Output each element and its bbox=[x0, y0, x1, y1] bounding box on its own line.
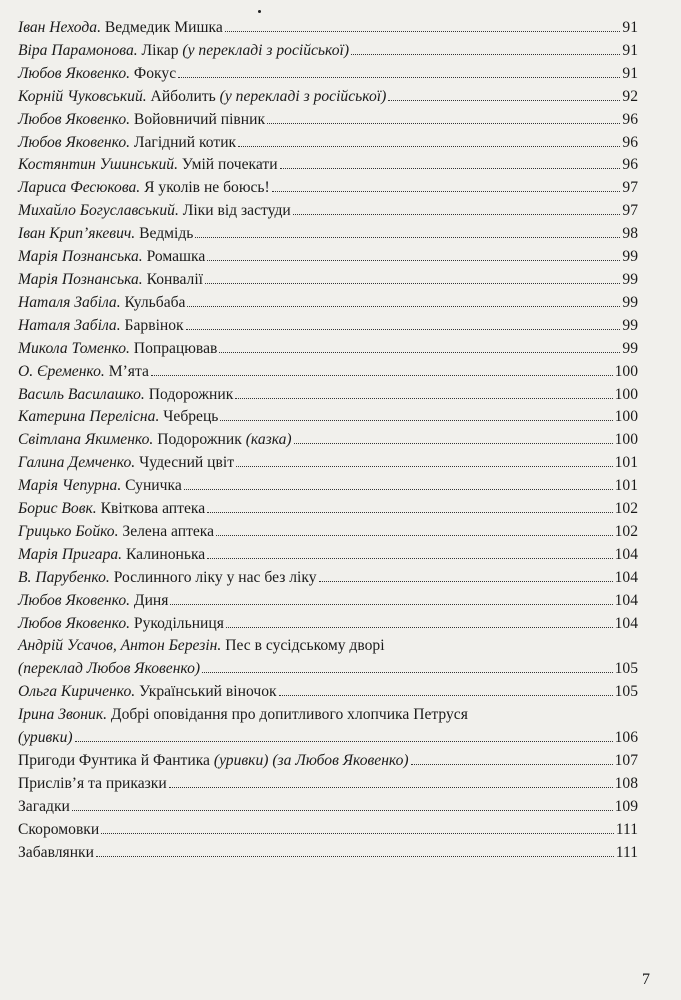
toc-leader-dots bbox=[72, 810, 613, 811]
toc-entry bbox=[18, 63, 638, 86]
toc-author: Іван Крип’якевич. bbox=[18, 225, 136, 243]
toc-title: Пригоди Фунтика й Фантика bbox=[18, 752, 214, 769]
toc-leader-dots bbox=[280, 168, 621, 169]
toc-leader-dots bbox=[238, 146, 620, 147]
toc-title: Фокус bbox=[130, 64, 177, 82]
toc-entry-text bbox=[18, 384, 233, 407]
toc-note: (казка) bbox=[245, 431, 292, 449]
toc-author: Марія Пригара. bbox=[18, 545, 123, 563]
toc-entry-text bbox=[18, 452, 234, 475]
toc-entry bbox=[18, 406, 638, 429]
toc-title: Прислів’я та приказки bbox=[18, 774, 167, 792]
toc-entry-continuation bbox=[18, 658, 638, 681]
toc-entry bbox=[18, 338, 638, 361]
toc-page: 111 bbox=[615, 820, 638, 838]
toc-author: О. Єременко. bbox=[18, 362, 105, 380]
toc-entry bbox=[18, 452, 638, 475]
toc-page: 92 bbox=[622, 87, 638, 105]
toc-entry-text bbox=[18, 750, 409, 773]
toc-title: Чудесний цвіт bbox=[135, 454, 235, 472]
toc-leader-dots bbox=[236, 466, 613, 467]
toc-title: Войовничий півник bbox=[130, 110, 266, 128]
toc-author: Галина Демченко. bbox=[18, 454, 136, 472]
toc-entry bbox=[18, 773, 638, 796]
toc-entry-text bbox=[18, 292, 185, 315]
toc-title: Попрацював bbox=[129, 339, 218, 357]
toc-page: 99 bbox=[622, 270, 638, 288]
toc-page: 109 bbox=[614, 797, 638, 815]
toc-entry-text bbox=[18, 109, 265, 132]
toc-page: 99 bbox=[622, 316, 638, 334]
toc-entry bbox=[18, 361, 638, 384]
toc-entry-text bbox=[18, 475, 182, 498]
toc-entry-text bbox=[18, 429, 292, 452]
toc-entry-text bbox=[18, 269, 203, 292]
toc-title: Рослинного ліку у нас без ліку bbox=[109, 568, 317, 586]
toc-entry bbox=[18, 154, 638, 177]
toc-page: 105 bbox=[614, 683, 638, 701]
toc-leader-dots bbox=[184, 489, 613, 490]
toc-leader-dots bbox=[351, 54, 620, 55]
toc-entry bbox=[18, 842, 638, 865]
toc-entry bbox=[18, 704, 638, 727]
toc-leader-dots bbox=[205, 283, 620, 284]
toc-entry bbox=[18, 521, 638, 544]
toc-title: Зелена аптека bbox=[118, 522, 215, 540]
toc-main-entries bbox=[18, 17, 638, 635]
toc-entry-text bbox=[18, 132, 236, 155]
toc-title: Я уколів не боюсь! bbox=[140, 179, 270, 197]
toc-author: Віра Парамонова. bbox=[18, 41, 138, 59]
toc-page: 107 bbox=[614, 752, 638, 769]
toc-leader-dots bbox=[170, 604, 612, 605]
toc-title: Пес в сусідському дворі bbox=[221, 637, 385, 655]
toc-leader-dots bbox=[151, 375, 613, 376]
toc-entry bbox=[18, 819, 638, 842]
toc-entry-text bbox=[18, 223, 193, 246]
toc-leader-dots bbox=[267, 123, 620, 124]
toc-entry-text bbox=[18, 200, 291, 223]
toc-entry-text bbox=[18, 17, 223, 40]
toc-page: 98 bbox=[622, 225, 638, 243]
toc-title: Подорожник bbox=[153, 431, 246, 449]
toc-title: Подорожник bbox=[144, 385, 234, 403]
page-number: 7 bbox=[642, 971, 650, 988]
toc-page: 96 bbox=[622, 133, 638, 151]
toc-author: Василь Василашко. bbox=[18, 385, 145, 403]
toc-page: 104 bbox=[614, 591, 638, 609]
toc-leader-dots bbox=[226, 627, 613, 628]
toc-author: Марія Познанська. bbox=[18, 248, 143, 266]
toc-page: 105 bbox=[614, 660, 638, 678]
toc-title: Забавлянки bbox=[18, 843, 94, 861]
toc-title: Умій почекати bbox=[178, 156, 278, 174]
toc-entry-text bbox=[18, 521, 214, 544]
toc-entry bbox=[18, 498, 638, 521]
toc-entry bbox=[18, 86, 638, 109]
toc-entry bbox=[18, 796, 638, 819]
toc-leader-dots bbox=[220, 420, 612, 421]
toc-entry-text bbox=[18, 63, 176, 86]
toc-leader-dots bbox=[272, 191, 621, 192]
toc-entry bbox=[18, 635, 638, 658]
toc-author: Ірина Звоник. bbox=[18, 706, 108, 724]
toc-page: 104 bbox=[614, 568, 638, 586]
toc-author: Любов Яковенко. bbox=[18, 110, 131, 128]
toc-entry bbox=[18, 177, 638, 200]
toc-title: Кульбаба bbox=[120, 293, 186, 311]
toc-leader-dots bbox=[207, 512, 612, 513]
toc-title: Загадки bbox=[18, 797, 70, 815]
toc-page: 106 bbox=[614, 729, 638, 747]
toc-page: 100 bbox=[614, 408, 638, 426]
toc-title: Скоромовки bbox=[18, 820, 100, 838]
toc-entry-text bbox=[18, 590, 168, 613]
toc-page: 111 bbox=[615, 843, 638, 861]
toc-author: В. Парубенко. bbox=[18, 568, 110, 586]
toc-entry-text bbox=[18, 86, 386, 109]
toc-page: 96 bbox=[622, 156, 638, 174]
toc-entry-text bbox=[18, 704, 468, 727]
toc-entry bbox=[18, 384, 638, 407]
toc-entry-text bbox=[18, 544, 205, 567]
toc-entry bbox=[18, 246, 638, 269]
toc-entry bbox=[18, 750, 638, 773]
toc-title: Диня bbox=[130, 591, 169, 609]
toc-note: (уривки) (за Любов Яковенко) bbox=[213, 752, 409, 769]
toc-author: Марія Чепурна. bbox=[18, 477, 122, 495]
toc-entry bbox=[18, 315, 638, 338]
toc-title: Рукодільниця bbox=[130, 614, 224, 632]
toc-title: Лагідний котик bbox=[130, 133, 237, 151]
toc-page: 96 bbox=[622, 110, 638, 128]
toc-entry-text bbox=[18, 315, 184, 338]
toc-title: Чебрець bbox=[159, 408, 219, 426]
toc-page: 104 bbox=[614, 545, 638, 563]
toc-title: Ведмідь bbox=[135, 225, 194, 243]
toc-author: Любов Яковенко. bbox=[18, 133, 131, 151]
toc-title: Конвалії bbox=[142, 270, 203, 288]
toc-entry bbox=[18, 681, 638, 704]
toc-entry bbox=[18, 200, 638, 223]
toc-title: Айболить bbox=[146, 87, 220, 105]
toc-author: Світлана Якименко. bbox=[18, 431, 154, 449]
toc-entry-text bbox=[18, 40, 349, 63]
toc-tail-entries bbox=[18, 773, 638, 865]
toc-page: 100 bbox=[614, 431, 638, 449]
toc-leader-dots bbox=[411, 764, 613, 765]
toc-entry bbox=[18, 475, 638, 498]
toc-page: 100 bbox=[614, 362, 638, 380]
toc-leader-dots bbox=[75, 741, 613, 742]
toc-page: 104 bbox=[614, 614, 638, 632]
toc-author: Костянтин Ушинський. bbox=[18, 156, 179, 174]
toc-author: Михайло Богуславський. bbox=[18, 202, 179, 220]
toc-author: Ольга Кириченко. bbox=[18, 683, 136, 701]
toc-leader-dots bbox=[293, 214, 621, 215]
toc-entry-text bbox=[18, 406, 218, 429]
toc-note: (у перекладі з російської) bbox=[182, 41, 350, 59]
toc-entry bbox=[18, 223, 638, 246]
toc-entry-text bbox=[18, 635, 385, 658]
toc-author: Любов Яковенко. bbox=[18, 591, 131, 609]
toc-title: Калинонька bbox=[122, 545, 206, 563]
toc-author: Любов Яковенко. bbox=[18, 64, 131, 82]
toc-author: Борис Вовк. bbox=[18, 500, 97, 518]
toc-entry-continuation bbox=[18, 727, 638, 750]
toc-page: 102 bbox=[614, 500, 638, 518]
toc-leader-dots bbox=[235, 398, 612, 399]
toc-page: 91 bbox=[622, 64, 638, 82]
toc-title: М’ята bbox=[104, 362, 149, 380]
toc-title: Український віночок bbox=[135, 683, 277, 701]
toc-leader-dots bbox=[279, 695, 613, 696]
toc-page: 101 bbox=[614, 454, 638, 472]
toc-title: Ромашка bbox=[142, 248, 206, 266]
toc-author: Марія Познанська. bbox=[18, 270, 143, 288]
toc-note: (уривки) bbox=[18, 729, 73, 747]
toc-note: (переклад Любов Яковенко) bbox=[18, 660, 201, 678]
toc-entry bbox=[18, 132, 638, 155]
toc-page: 99 bbox=[622, 339, 638, 357]
toc-title: Ліки від застуди bbox=[178, 202, 291, 220]
toc-entry-text bbox=[18, 498, 205, 521]
toc-page: 97 bbox=[622, 202, 638, 220]
print-speck bbox=[258, 10, 261, 13]
toc-leader-dots bbox=[178, 77, 620, 78]
toc-entry bbox=[18, 567, 638, 590]
toc-entry-text bbox=[18, 177, 270, 200]
toc-entry bbox=[18, 590, 638, 613]
toc-entry-text bbox=[18, 681, 277, 704]
toc-title: Добрі оповідання про допитливого хлопчика Петруся bbox=[107, 706, 468, 724]
toc-leader-dots bbox=[187, 306, 620, 307]
toc-leader-dots bbox=[294, 443, 613, 444]
toc-page: 91 bbox=[622, 41, 638, 59]
toc-author: Наталя Забіла. bbox=[18, 316, 121, 334]
toc-page: 102 bbox=[614, 522, 638, 540]
toc-leader-dots bbox=[169, 787, 613, 788]
toc-leader-dots bbox=[96, 856, 614, 857]
toc-entry bbox=[18, 17, 638, 40]
toc-leader-dots bbox=[207, 558, 612, 559]
toc-entry-text bbox=[18, 246, 205, 269]
toc-author: Катерина Перелісна. bbox=[18, 408, 160, 426]
toc-author: Наталя Забіла. bbox=[18, 293, 121, 311]
toc-author: Лариса Фесюкова. bbox=[18, 179, 141, 197]
toc-entry-text bbox=[18, 338, 217, 361]
toc-entry bbox=[18, 269, 638, 292]
toc-author: Микола Томенко. bbox=[18, 339, 130, 357]
toc-leader-dots bbox=[319, 581, 613, 582]
toc-title: Квіткова аптека bbox=[96, 500, 206, 518]
toc-entry bbox=[18, 109, 638, 132]
toc-author: Грицько Бойко. bbox=[18, 522, 119, 540]
toc-leader-dots bbox=[388, 100, 620, 101]
toc-title: Лікар bbox=[137, 41, 183, 59]
toc-leader-dots bbox=[207, 260, 620, 261]
toc-entry-text bbox=[18, 361, 149, 384]
toc-leader-dots bbox=[202, 672, 612, 673]
table-of-contents bbox=[18, 17, 638, 865]
toc-author: Андрій Усачов, Антон Березін. bbox=[18, 637, 222, 655]
toc-leader-dots bbox=[186, 329, 621, 330]
toc-leader-dots bbox=[216, 535, 613, 536]
toc-entry-text bbox=[18, 567, 317, 590]
toc-title: Барвінок bbox=[120, 316, 184, 334]
toc-entry-text bbox=[18, 154, 278, 177]
toc-leader-dots bbox=[195, 237, 620, 238]
toc-note: (у перекладі з російської) bbox=[219, 87, 387, 105]
toc-entry-text bbox=[18, 613, 224, 636]
toc-title: Суничка bbox=[121, 477, 182, 495]
toc-author: Любов Яковенко. bbox=[18, 614, 131, 632]
toc-page: 101 bbox=[614, 477, 638, 495]
toc-entry bbox=[18, 40, 638, 63]
toc-page: 108 bbox=[614, 774, 638, 792]
toc-entry bbox=[18, 544, 638, 567]
toc-leader-dots bbox=[219, 352, 620, 353]
toc-page: 97 bbox=[622, 179, 638, 197]
toc-entry bbox=[18, 613, 638, 636]
toc-title: Ведмедик Мишка bbox=[100, 19, 223, 36]
toc-entry bbox=[18, 292, 638, 315]
toc-page: 91 bbox=[622, 19, 638, 36]
toc-leader-dots bbox=[101, 833, 614, 834]
toc-author: Іван Нехода. bbox=[18, 19, 101, 36]
toc-entry bbox=[18, 429, 638, 452]
toc-leader-dots bbox=[225, 31, 621, 32]
toc-page: 99 bbox=[622, 293, 638, 311]
toc-page: 100 bbox=[614, 385, 638, 403]
toc-author: Корній Чуковський. bbox=[18, 87, 147, 105]
toc-page: 99 bbox=[622, 248, 638, 266]
